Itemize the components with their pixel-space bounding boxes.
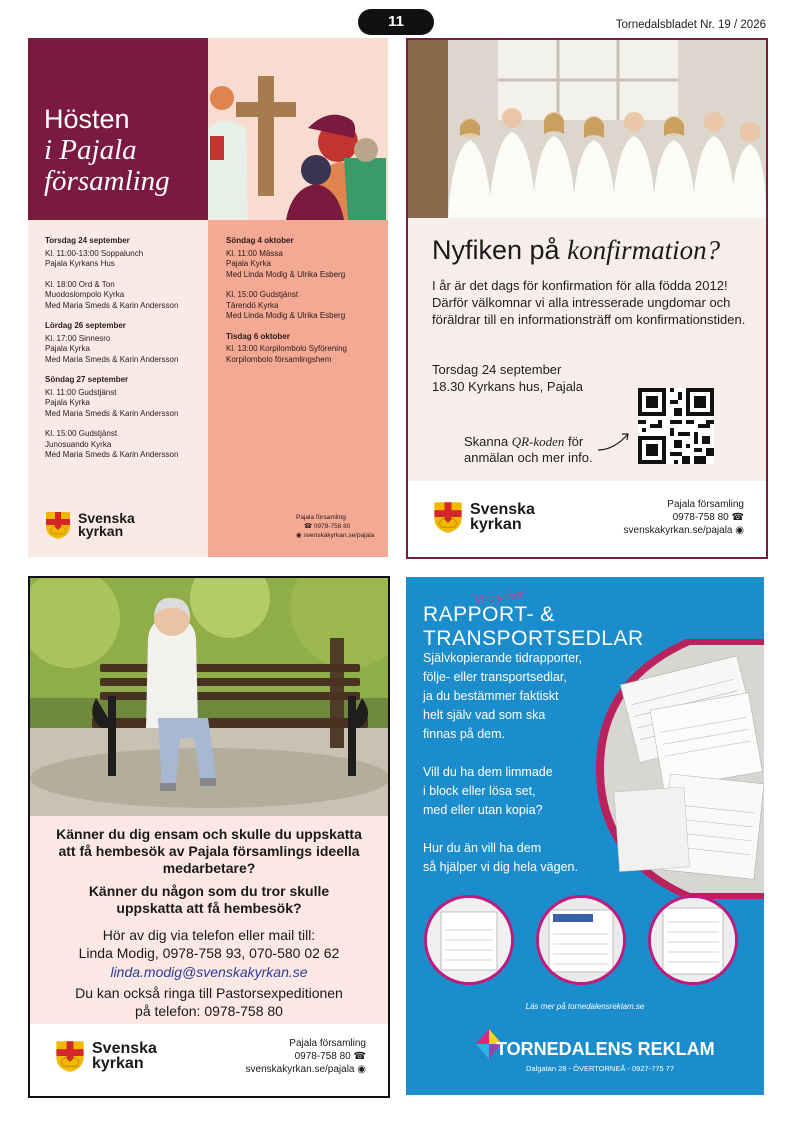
contact-block xyxy=(624,498,744,537)
read-more-link[interactable]: Läs mer på tornedalensreklam.se xyxy=(525,1002,645,1011)
schedule-left xyxy=(45,236,210,471)
contact-phone: 0978-758 80 xyxy=(294,1051,351,1062)
ad-confirmation xyxy=(406,38,768,559)
qr-code[interactable] xyxy=(638,388,714,464)
event-group: Kl. 18:00 Ord & Ton Muodoslompolo Kyrka Med Maria Smeds & Karin Andersson xyxy=(45,279,179,310)
sample-form-circle xyxy=(536,895,626,985)
ad-print-forms xyxy=(406,577,764,1095)
question-1: Känner du dig ensam och skulle du uppskatta att få hembesök av Pajala församlings ideella medarbetare? xyxy=(56,826,362,876)
phone-icon: ☎ xyxy=(731,512,744,523)
church-crest-icon xyxy=(54,1039,86,1073)
brand-name: TORNEDALENS REKLAM xyxy=(496,1039,715,1059)
event-group: Torsdag 24 september Kl. 11:00-13:00 Soppalunch Pajala Kyrkans Hus xyxy=(45,236,144,268)
body-paragraph-3: Hur du än vill ha dem så hjälper vi dig hela vägen. xyxy=(423,841,578,874)
brand-address: Dalgatan 28 - ÖVERTORNEÅ - 0927-775 77 xyxy=(526,1064,675,1073)
ad-title: Hösten i Pajala församling xyxy=(44,104,170,197)
svenska-kyrkan-logo xyxy=(54,1039,157,1073)
arrow-icon xyxy=(596,430,632,452)
choir-photo xyxy=(408,40,766,218)
globe-icon: ◉ xyxy=(296,532,302,539)
office-line-1: Du kan också ringa till Pastorsexpeditionen xyxy=(75,985,343,1001)
contact-numbers: Linda Modig, 0978-758 93, 070-580 02 62 xyxy=(78,945,340,961)
ad-autumn-program xyxy=(28,38,388,557)
contact-block xyxy=(246,1037,366,1076)
ad-title: RAPPORT- & TRANSPORTSEDLAR xyxy=(423,603,644,650)
body-paragraph-1: Självkopierande tidrapporter, följe- eller transportsedlar, ja du bestämmer faktiskt helt själv vad som ska finnas på dem. xyxy=(423,651,583,741)
event-date: Torsdag 24 september 18.30 Kyrkans hus, Pajala xyxy=(432,362,584,394)
email-link[interactable]: linda.modig@svenskakyrkan.se xyxy=(110,964,308,980)
schedule-right xyxy=(226,236,386,375)
office-line-2: på telefon: 0978-758 80 xyxy=(135,1003,283,1019)
event-group: Lördag 26 september Kl. 17:00 Sinnesro Pajala Kyrka Med Maria Smeds & Karin Andersson xyxy=(45,321,179,364)
ad-footer xyxy=(408,481,766,557)
email-row xyxy=(30,964,388,982)
tagline: Vi trycker xyxy=(473,585,526,608)
logo-text: Svenska kyrkan xyxy=(92,1039,157,1072)
contact-phone: 0978-758 80 xyxy=(672,512,729,523)
contact-web: svenskakyrkan.se/pajala xyxy=(623,525,733,536)
event-group: Söndag 27 september Kl. 11:00 Gudstjänst Pajala Kyrka Med Maria Smeds & Karin Andersson xyxy=(45,375,179,418)
logo-text: Svenska kyrkan xyxy=(470,500,535,533)
ad-heading: Nyfiken på konfirmation? xyxy=(432,235,721,265)
contact-block: Pajala församling ☎ 0978-758 80 ◉ svenskakyrkan.se/pajala xyxy=(296,514,375,539)
event-group: Söndag 4 oktober Kl. 11:00 Mässa Pajala Kyrka Med Linda Modig & Ulrika Esberg xyxy=(226,236,346,279)
church-crest-icon xyxy=(44,510,72,540)
event-group: Kl. 15:00 Gudstjänst Junosuando Kyrka Med Maria Smeds & Karin Andersson xyxy=(45,429,179,459)
globe-icon: ◉ xyxy=(357,1064,366,1075)
sample-form-circle xyxy=(424,895,514,985)
svenska-kyrkan-logo xyxy=(44,510,135,540)
page-number: 11 xyxy=(358,9,434,35)
question-2: Känner du någon som du tror skulle uppskatta att få hembesök? xyxy=(88,883,330,916)
bench-photo xyxy=(30,578,388,816)
ad-home-visits xyxy=(28,576,390,1098)
church-crest-icon xyxy=(432,500,464,534)
ad-body-text: I år är det dags för konfirmation för alla födda 2012! Därför välkomnar vi alla intresserade ungdomar och föräldrar till en informationsträff om konfirmationstiden. xyxy=(432,278,746,327)
contact-phone: 0978-758 80 xyxy=(313,523,351,530)
globe-icon: ◉ xyxy=(735,525,744,536)
church-illustration xyxy=(208,38,388,220)
scan-instruction: Skanna QR-koden för anmälan och mer info. xyxy=(464,434,593,465)
contact-web: svenskakyrkan.se/pajala xyxy=(303,532,375,539)
contact-web: svenskakyrkan.se/pajala xyxy=(245,1064,355,1075)
sample-form-circle xyxy=(648,895,738,985)
svenska-kyrkan-logo xyxy=(432,500,535,534)
paper-info: Tornedalsbladet Nr. 19 / 2026 xyxy=(615,19,766,31)
body-paragraph-2: Vill du ha dem limmade i block eller lösa set, med eller utan kopia? xyxy=(423,765,553,817)
contact-name: Pajala församling xyxy=(296,514,346,521)
contact-name: Pajala församling xyxy=(667,499,744,510)
contact-intro: Hör av dig via telefon eller mail till: xyxy=(102,927,316,943)
logo-text: Svenska kyrkan xyxy=(78,509,135,539)
event-group: Tisdag 6 oktober Kl. 13:00 Korpilombolo Syförening Korpilombolo församlingshem xyxy=(226,331,347,364)
event-group: Kl. 15:00 Gudstjänst Tärendö Kyrka Med Linda Modig & Ulrika Esberg xyxy=(226,290,346,320)
contact-name: Pajala församling xyxy=(289,1038,366,1049)
phone-icon: ☎ xyxy=(353,1051,366,1062)
